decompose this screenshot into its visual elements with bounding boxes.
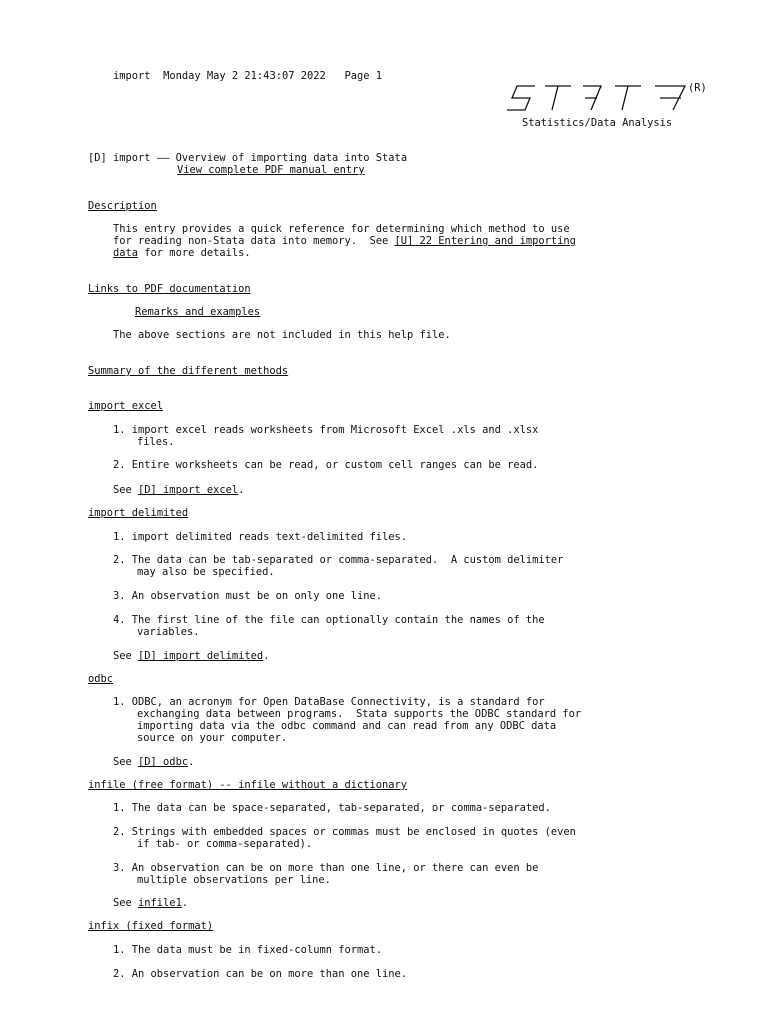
see-label: See [113,650,139,662]
item-continuation: files. [137,436,175,448]
item-text: An observation can be on more than one line. [131,968,408,980]
links-heading: Links to PDF documentation [88,283,251,295]
item-text: An observation must be on only one line. [131,590,383,602]
title-text: Overview of importing data into Stata [175,152,408,164]
infile-free-heading: infile (free format) -- infile without a dictionary [88,779,408,791]
list-item [113,944,382,956]
list-item [113,968,407,980]
entering-importing-link-cont[interactable]: data [113,247,139,259]
import-excel-link[interactable]: [D] import excel [138,484,239,496]
item-number: 1. [113,424,126,436]
see-period: . [188,756,195,768]
remarks-examples-link[interactable]: Remarks and examples [135,306,261,318]
header-page: Page 1 [344,70,383,82]
import-excel-heading: import excel [88,400,164,412]
see-also [113,484,244,496]
description-line-1: This entry provides a quick reference for determining which method to use [113,223,570,235]
odbc-heading: odbc [88,673,114,685]
item-text: ODBC, an acronym for Open DataBase Connectivity, is a standard for [131,696,545,708]
item-text: Entire worksheets can be read, or custom cell ranges can be read. [131,459,539,471]
item-continuation: importing data via the odbc command and can read from any ODBC data [137,720,557,732]
description-tail: for more details. [138,247,251,259]
list-item [113,531,407,543]
logo-tagline: Statistics/Data Analysis [522,117,673,129]
summary-heading: Summary of the different methods [88,365,289,377]
item-number: 2. [113,826,126,838]
import-delimited-heading: import delimited [88,507,189,519]
list-item [113,696,545,708]
item-number: 1. [113,696,126,708]
item-number: 1. [113,531,126,543]
title-prefix: [D] import [88,152,151,164]
list-item [113,459,538,471]
item-text: Strings with embedded spaces or commas must be enclosed in quotes (even [131,826,576,838]
header-datetime: Monday May 2 21:43:07 2022 [163,70,326,82]
item-number: 2. [113,554,126,566]
entering-importing-link[interactable]: [U] 22 Entering and importing [394,235,576,247]
infix-fixed-heading: infix (fixed format) [88,920,214,932]
list-item [113,826,576,838]
item-text: The data can be space-separated, tab-separated, or comma-separated. [131,802,551,814]
item-text: An observation can be on more than one line, or there can even be [131,862,539,874]
list-item [113,614,545,626]
item-number: 2. [113,968,126,980]
title-dash: —— [156,152,170,164]
see-period: . [263,650,270,662]
item-number: 1. [113,802,126,814]
item-continuation: exchanging data between programs. Stata supports the ODBC standard for [137,708,582,720]
description-line-3 [113,247,251,259]
see-also [113,650,269,662]
import-delimited-link[interactable]: [D] import delimited [138,650,264,662]
see-period: . [238,484,245,496]
item-continuation: multiple observations per line. [137,874,331,886]
item-text: The data must be in fixed-column format. [131,944,383,956]
item-number: 2. [113,459,126,471]
item-number: 3. [113,590,126,602]
header-command: import [113,70,151,82]
item-continuation: source on your computer. [137,732,288,744]
links-note: The above sections are not included in this help file. [113,329,451,341]
stata-wordmark-graphic [505,80,695,116]
item-text: import excel reads worksheets from Microsoft Excel .xls and .xlsx [131,424,539,436]
logo-wordmark-text: STATA [505,80,509,81]
list-item [113,802,551,814]
list-item [113,554,563,566]
item-number: 3. [113,862,126,874]
description-line-2 [113,235,576,247]
item-text: import delimited reads text-delimited files. [131,531,408,543]
see-also [113,897,188,909]
see-label: See [113,756,139,768]
item-continuation: may also be specified. [137,566,275,578]
see-also [113,756,194,768]
item-number: 4. [113,614,126,626]
item-text: The first line of the file can optionally contain the names of the [131,614,545,626]
see-period: . [181,897,189,909]
description-heading: Description [88,200,157,212]
list-item [113,424,538,436]
see-label: See [113,484,139,496]
print-header [88,58,382,94]
item-continuation: if tab- or comma-separated). [137,838,313,850]
odbc-link[interactable]: [D] odbc [138,756,189,768]
entry-title [88,152,407,164]
infile1-link[interactable]: infile1 [138,897,182,909]
item-continuation: variables. [137,626,200,638]
pdf-manual-link[interactable]: View complete PDF manual entry [177,164,365,176]
see-label: See [113,897,139,909]
item-number: 1. [113,944,126,956]
item-text: The data can be tab-separated or comma-separated. A custom delimiter [131,554,564,566]
description-text: for reading non-Stata data into memory. See [113,235,395,247]
list-item [113,862,538,874]
registered-mark: (R) [688,82,707,94]
list-item [113,590,382,602]
